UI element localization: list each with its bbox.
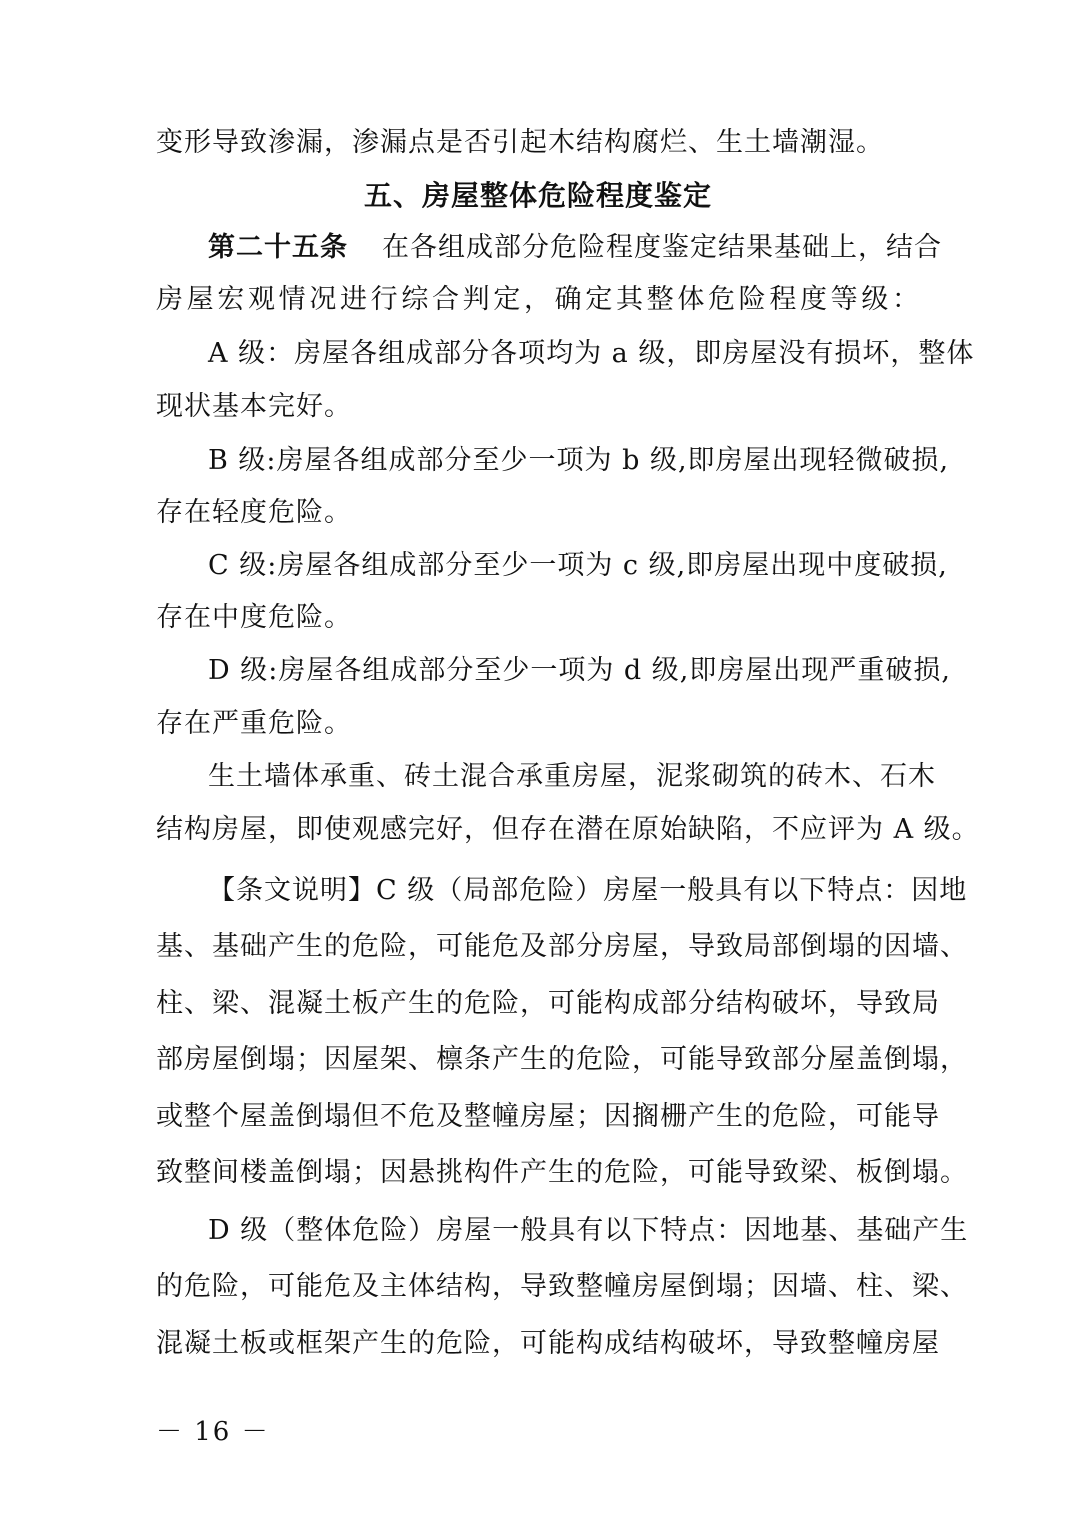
body-line: 结构房屋，即使观感完好，但存在潜在原始缺陷，不应评为 A 级。 [156, 814, 980, 845]
article-line [208, 230, 942, 266]
section-heading: 五、房屋整体危险程度鉴定 [363, 179, 712, 212]
body-line: 部房屋倒塌；因屋架、檩条产生的危险，可能导致部分屋盖倒塌， [156, 1044, 968, 1075]
grade-d-line: D 级:房屋各组成部分至少一项为 d 级,即房屋出现严重破损, [208, 655, 951, 686]
grade-c-line: C 级:房屋各组成部分至少一项为 c 级,即房屋出现中度破损, [208, 550, 948, 581]
article-text: 在各组成部分危险程度鉴定结果基础上，结合 [382, 232, 942, 263]
body-line: 房屋宏观情况进行综合判定，确定其整体危险程度等级： [156, 284, 920, 315]
page-number: － 16 － [156, 1417, 270, 1447]
body-line: 混凝土板或框架产生的危险，可能构成结构破坏，导致整幢房屋 [156, 1328, 940, 1359]
body-line: D 级（整体危险）房屋一般具有以下特点：因地基、基础产生 [208, 1215, 969, 1246]
explanation-line: 【条文说明】C 级（局部危险）房屋一般具有以下特点：因地 [208, 875, 968, 906]
body-line: 变形导致渗漏，渗漏点是否引起木结构腐烂、生土墙潮湿。 [156, 127, 884, 158]
body-line: 存在轻度危险。 [156, 497, 352, 528]
body-line: 生土墙体承重、砖土混合承重房屋，泥浆砌筑的砖木、石木 [208, 761, 936, 792]
body-line: 或整个屋盖倒塌但不危及整幢房屋；因搁栅产生的危险，可能导 [156, 1101, 940, 1132]
body-line: 柱、梁、混凝土板产生的危险，可能构成部分结构破坏，导致局 [156, 988, 940, 1019]
body-line: 基、基础产生的危险，可能危及部分房屋，导致局部倒塌的因墙、 [156, 931, 968, 962]
grade-b-line: B 级:房屋各组成部分至少一项为 b 级,即房屋出现轻微破损, [208, 445, 950, 476]
body-line: 的危险，可能危及主体结构，导致整幢房屋倒塌；因墙、柱、梁、 [156, 1271, 968, 1302]
body-line: 存在严重危险。 [156, 708, 352, 739]
article-number: 第二十五条 [208, 232, 348, 263]
grade-a-line: A 级：房屋各组成部分各项均为 a 级，即房屋没有损坏，整体 [208, 338, 975, 369]
body-line: 致整间楼盖倒塌；因悬挑构件产生的危险，可能导致梁、板倒塌。 [156, 1157, 968, 1188]
body-line: 现状基本完好。 [156, 391, 352, 422]
body-line: 存在中度危险。 [156, 602, 352, 633]
